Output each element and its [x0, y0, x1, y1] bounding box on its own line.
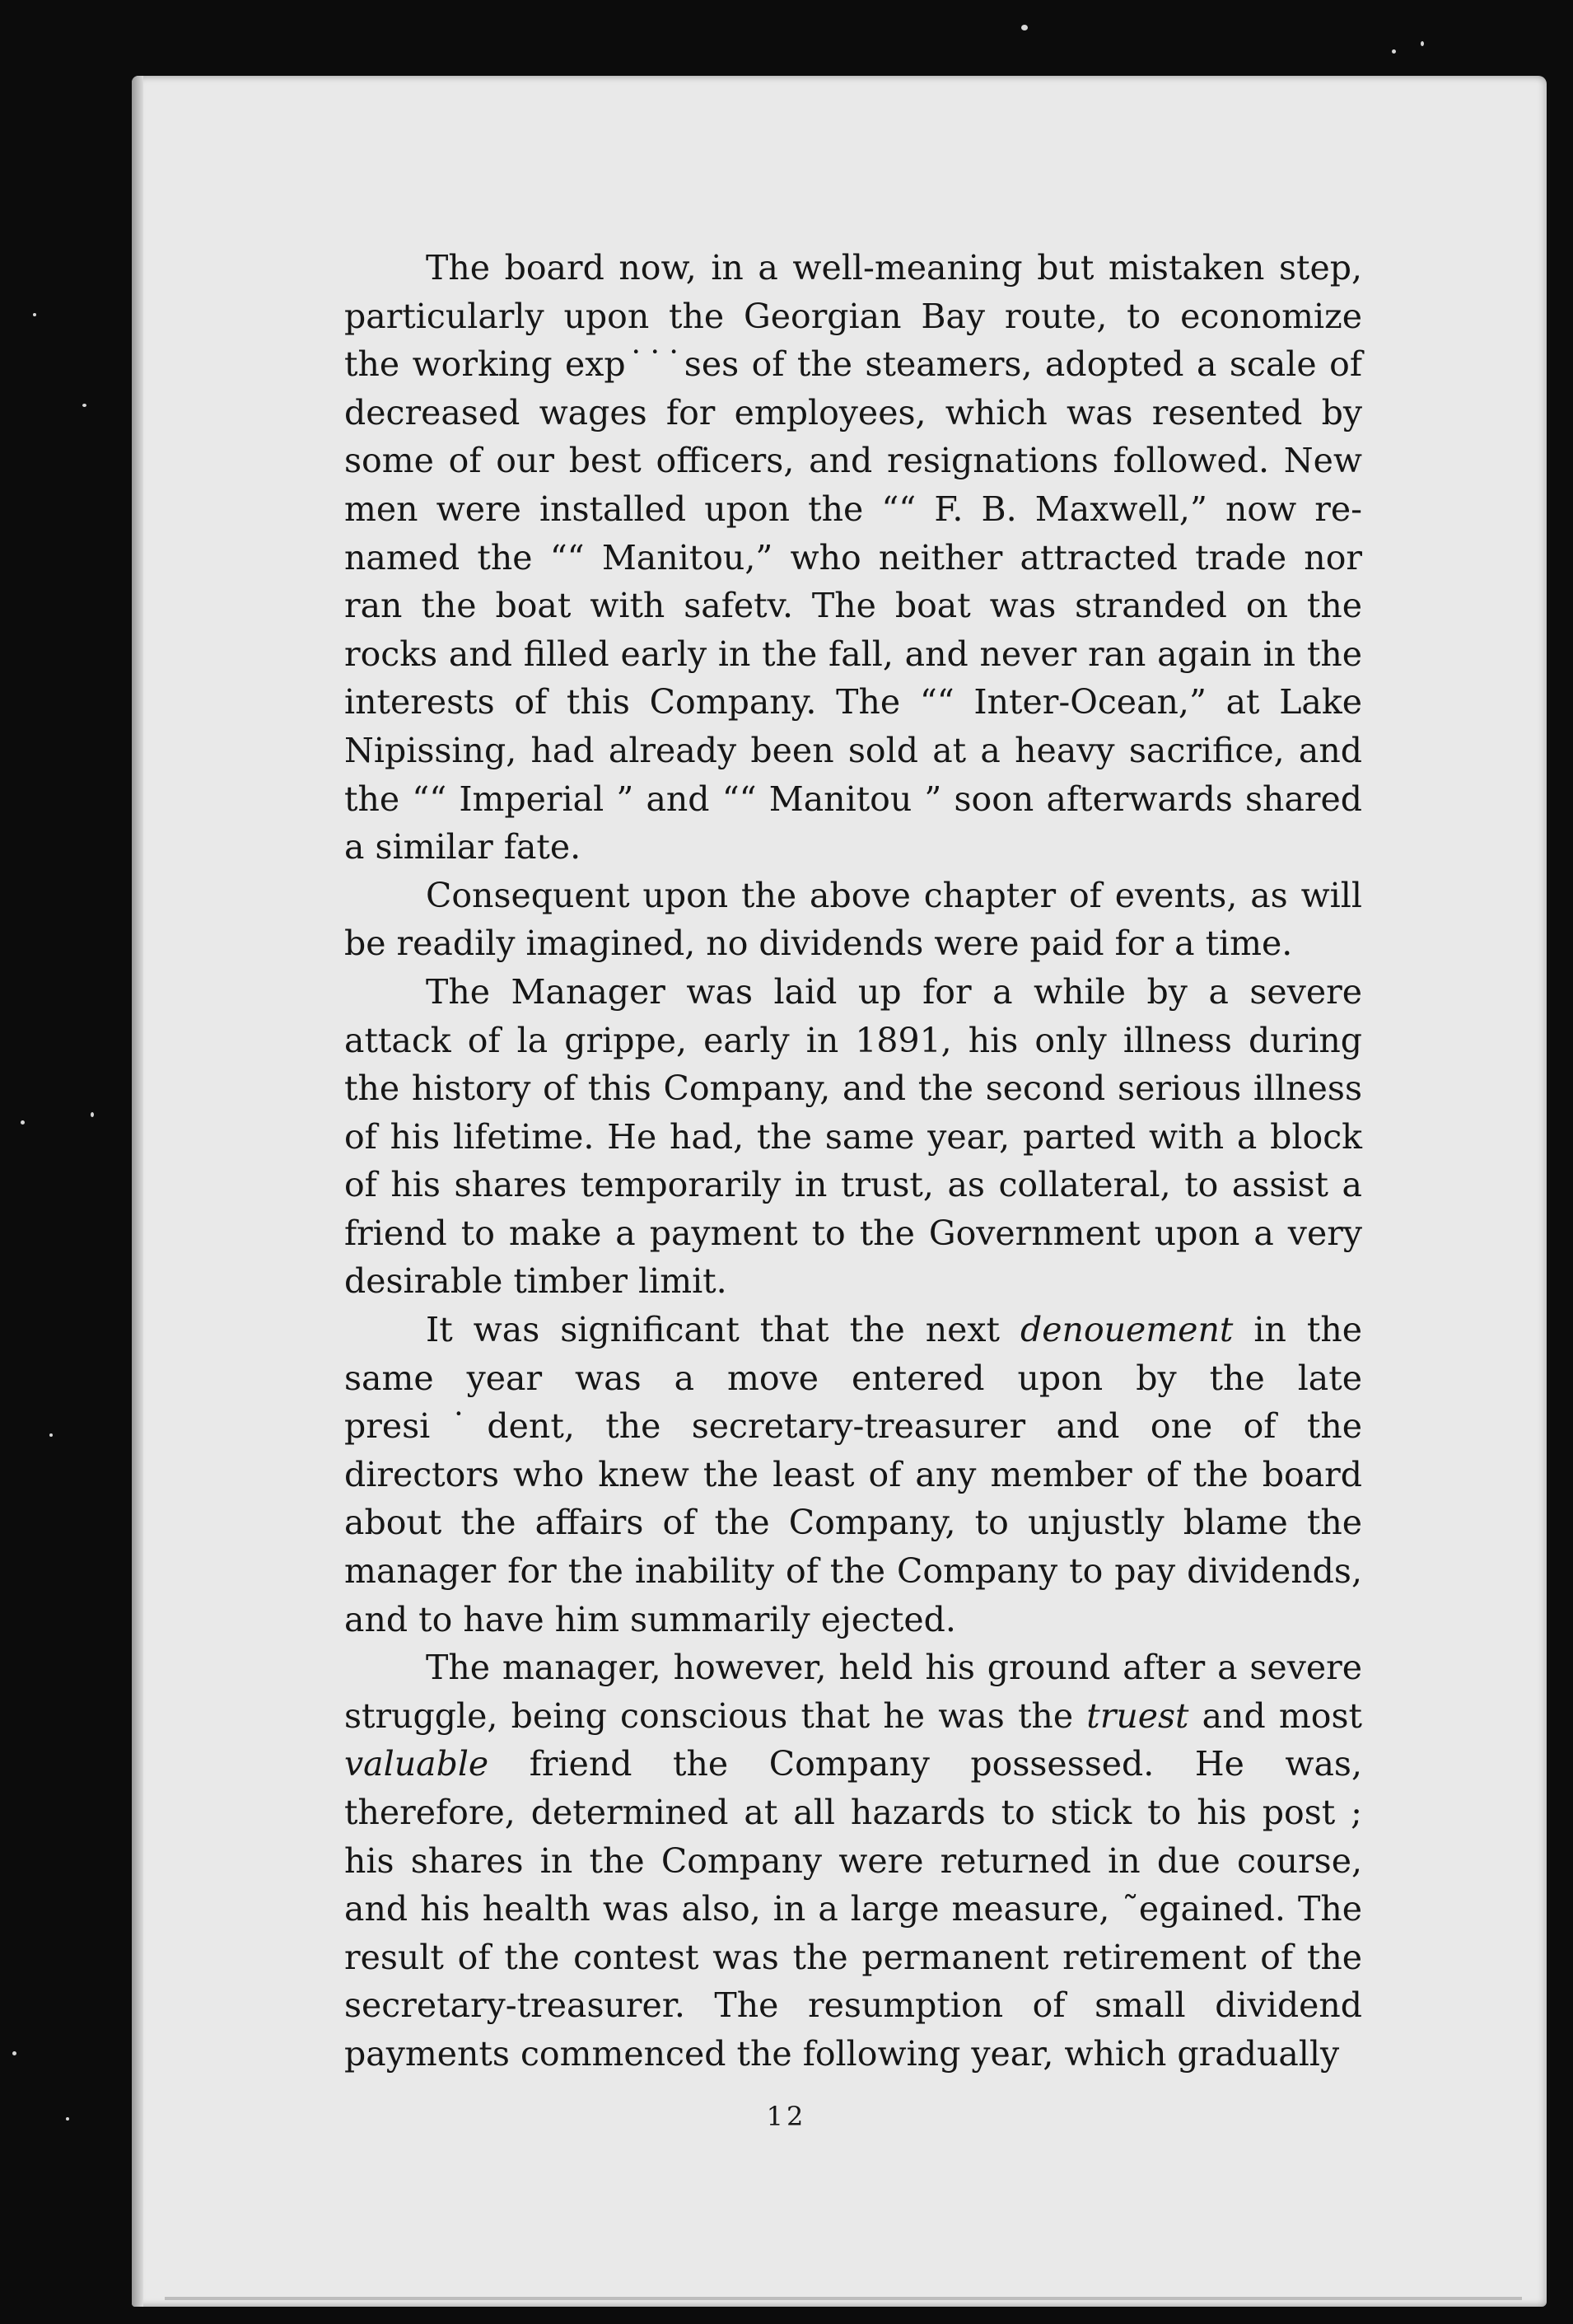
- scan-speck: [1392, 49, 1396, 54]
- paragraph-2: Consequent upon the above chapter of events, as will be readily imagined, no dividends were paid for a time.: [344, 875, 1362, 964]
- paragraph-4-text-after: in the same year was a move entered upon by the late presi˙dent, the secretary-treasurer and one of the directors who knew the least of any member of the board about the affairs of the Company, to unjustly blame the manager for the inability of the Company to pay dividends, and to have him summarily ejected.: [344, 1310, 1362, 1639]
- scan-speck: [82, 404, 86, 407]
- paragraph-5-text-middle: and most: [1188, 1695, 1362, 1736]
- paragraph-4: [344, 1306, 1362, 1644]
- paragraph-1: The board now, in a well-meaning but mistaken step, particularly upon the Georgian Bay route, to economize the working exp˙˙˙ses of the steamers, adopted a scale of decreased wages for employees, which was resented by some of our best officers, and resignations followed. New men were installed upon the ““ F. B. Maxwell,” now re-named the ““ Manitou,” who neither attracted trade nor ran the boat with safetv. The boat was stranded on the rocks and filled early in the fall, and never ran again in the interests of this Company. The ““ Inter-Ocean,” at Lake Nipissing, had already been sold at a heavy sacrifice, and the ““ Imperial ” and ““ Manitou ” soon afterwards shared a similar fate.: [344, 248, 1362, 867]
- scan-speck: [21, 1120, 25, 1125]
- paragraph-5: [344, 1644, 1362, 2078]
- page-number: 12: [766, 2101, 807, 2132]
- paragraph-5-text-before: The manager, however, held his ground after a severe struggle, being conscious that he was the: [344, 1648, 1362, 1736]
- scan-speck: [1021, 25, 1028, 30]
- scan-speck: [33, 313, 36, 316]
- paragraph-4-emphasis: denouement: [1020, 1310, 1234, 1350]
- paragraph-3: The Manager was laid up for a while by a severe attack of la grippe, early in 1891, his only illness during the history of this Company, and the second serious illness of his lifetime. He had, the same year, parted with a block of his shares temporarily in trust, as collateral, to assist a friend to make a payment to the Government upon a very desirable timber limit.: [344, 971, 1362, 1302]
- paragraph-5-emphasis-valuable: valuable: [344, 1744, 489, 1784]
- scan-speck: [1421, 41, 1424, 46]
- page-body: [344, 244, 1362, 2079]
- paragraph-5-emphasis-truest: truest: [1086, 1695, 1189, 1736]
- scan-speck: [12, 2051, 16, 2055]
- scan-speck: [49, 1433, 53, 1437]
- scan-speck: [91, 1112, 94, 1117]
- paragraph-4-text-before: It was significant that the next: [426, 1310, 1021, 1350]
- paragraph-5-text-after: friend the Company possessed. He was, therefore, determined at all hazards to stick to his post ; his shares in the Company were returned in due course, and his health was also, in a large measure, ˜egained. The result of the contest was the permanent retirement of the secretary-treasurer. The resumption of small dividend payments commenced the following year, which gradually: [344, 1744, 1362, 2074]
